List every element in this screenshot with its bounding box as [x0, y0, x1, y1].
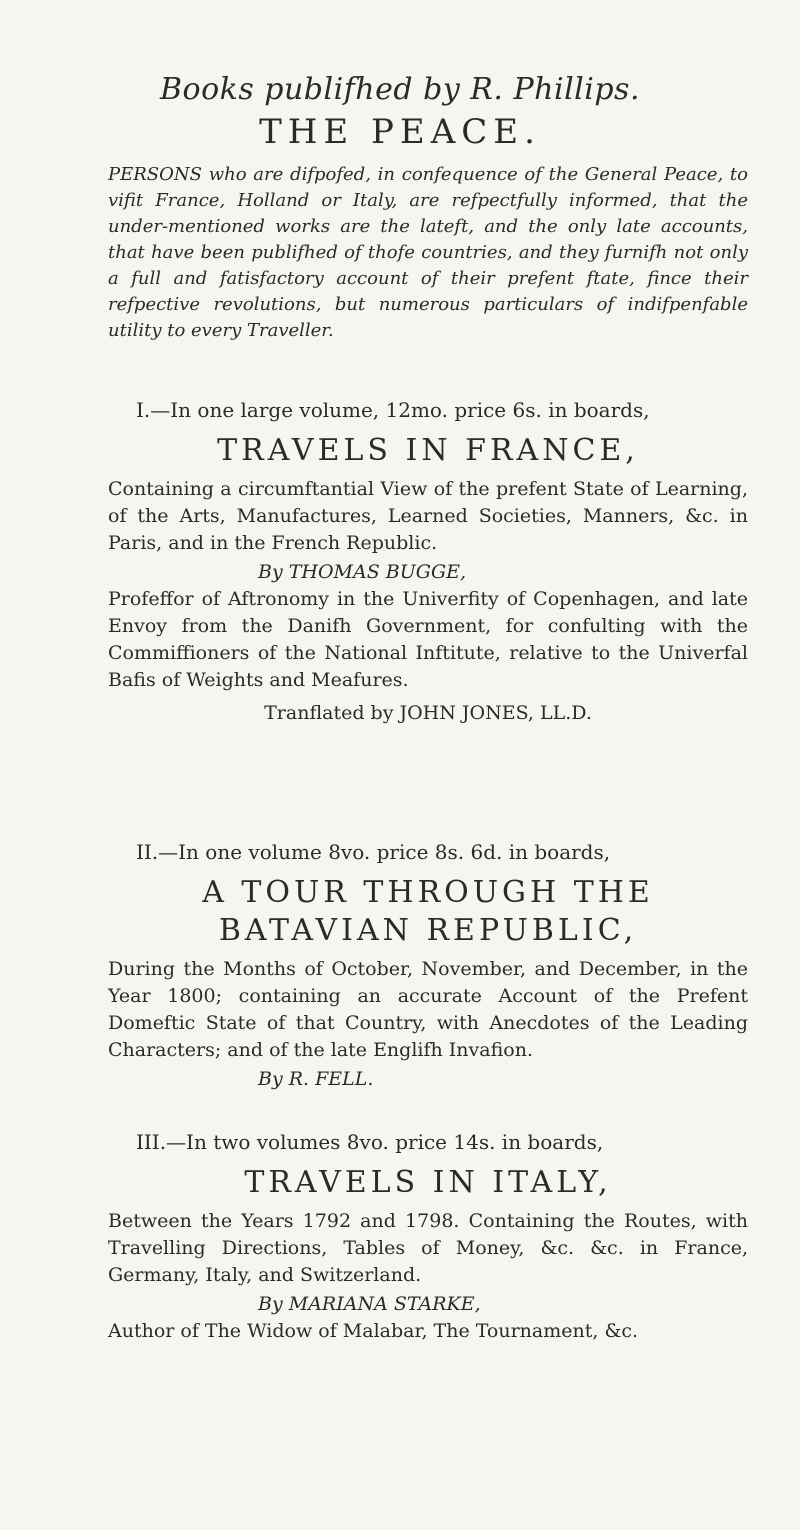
- book-title: TRAVELS IN FRANCE,: [217, 433, 639, 468]
- book-author-role: Author of The Widow of Malabar, The Tournament, &c.: [108, 1320, 639, 1342]
- book-author: By MARIANA STARKE,: [258, 1293, 481, 1315]
- book-price-line: I.—In one large volume, 12mo. price 6s. in boards,: [136, 398, 650, 422]
- book-entry-travels-in-italy: [108, 1128, 748, 1345]
- book-entry-tour-batavian-republic: [108, 838, 748, 1093]
- book-title: TRAVELS IN ITALY,: [244, 1165, 612, 1200]
- publisher-header: Books publifhed by R. Phillips.: [160, 72, 640, 107]
- book-author: By R. FELL.: [258, 1068, 374, 1090]
- book-description: Between the Years 1792 and 1798. Containing the Routes, with Travelling Directions, Tables of Money, &c. &c. in France, Germany, Italy, and Switzerland.: [108, 1210, 748, 1286]
- section-title: THE PEACE.: [259, 112, 541, 152]
- book-entry-travels-in-france: [108, 396, 748, 727]
- book-price-line: II.—In one volume 8vo. price 8s. 6d. in boards,: [136, 840, 611, 864]
- book-author: By THOMAS BUGGE,: [258, 561, 467, 583]
- book-price-line: III.—In two volumes 8vo. price 14s. in boards,: [136, 1130, 604, 1154]
- book-author-role: Profeffor of Aftronomy in the Univerfity of Copenhagen, and late Envoy from the Danifh Government, for confulting with the Commiffioners of the National Inftitute, relative to the Univerfal Bafis of Weights and Meafures.: [108, 588, 748, 691]
- book-translator: Tranflated by JOHN JONES, LL.D.: [264, 702, 592, 724]
- book-title: A TOUR THROUGH THE BATAVIAN REPUBLIC,: [202, 875, 654, 948]
- book-description: During the Months of October, November, and December, in the Year 1800; containing an accurate Account of the Prefent Domeftic State of that Country, with Anecdotes of the Leading Characters; and of the late Englifh Invafion.: [108, 958, 748, 1061]
- intro-paragraph: PERSONS who are difpofed, in confequence of the General Peace, to vifit France, Holland or Italy, are refpectfully informed, that the under-mentioned works are the lateft, and the only late accounts, that have been publifhed of thofe countries, and they furnifh not only a full and fatisfactory account of their prefent ftate, fince their refpective revolutions, but numerous particulars of indifpenfable utility to every Traveller.: [108, 164, 748, 341]
- book-description: Containing a circumftantial View of the prefent State of Learning, of the Arts, Manufactures, Learned Societies, Manners, &c. in Paris, and in the French Republic.: [108, 478, 748, 554]
